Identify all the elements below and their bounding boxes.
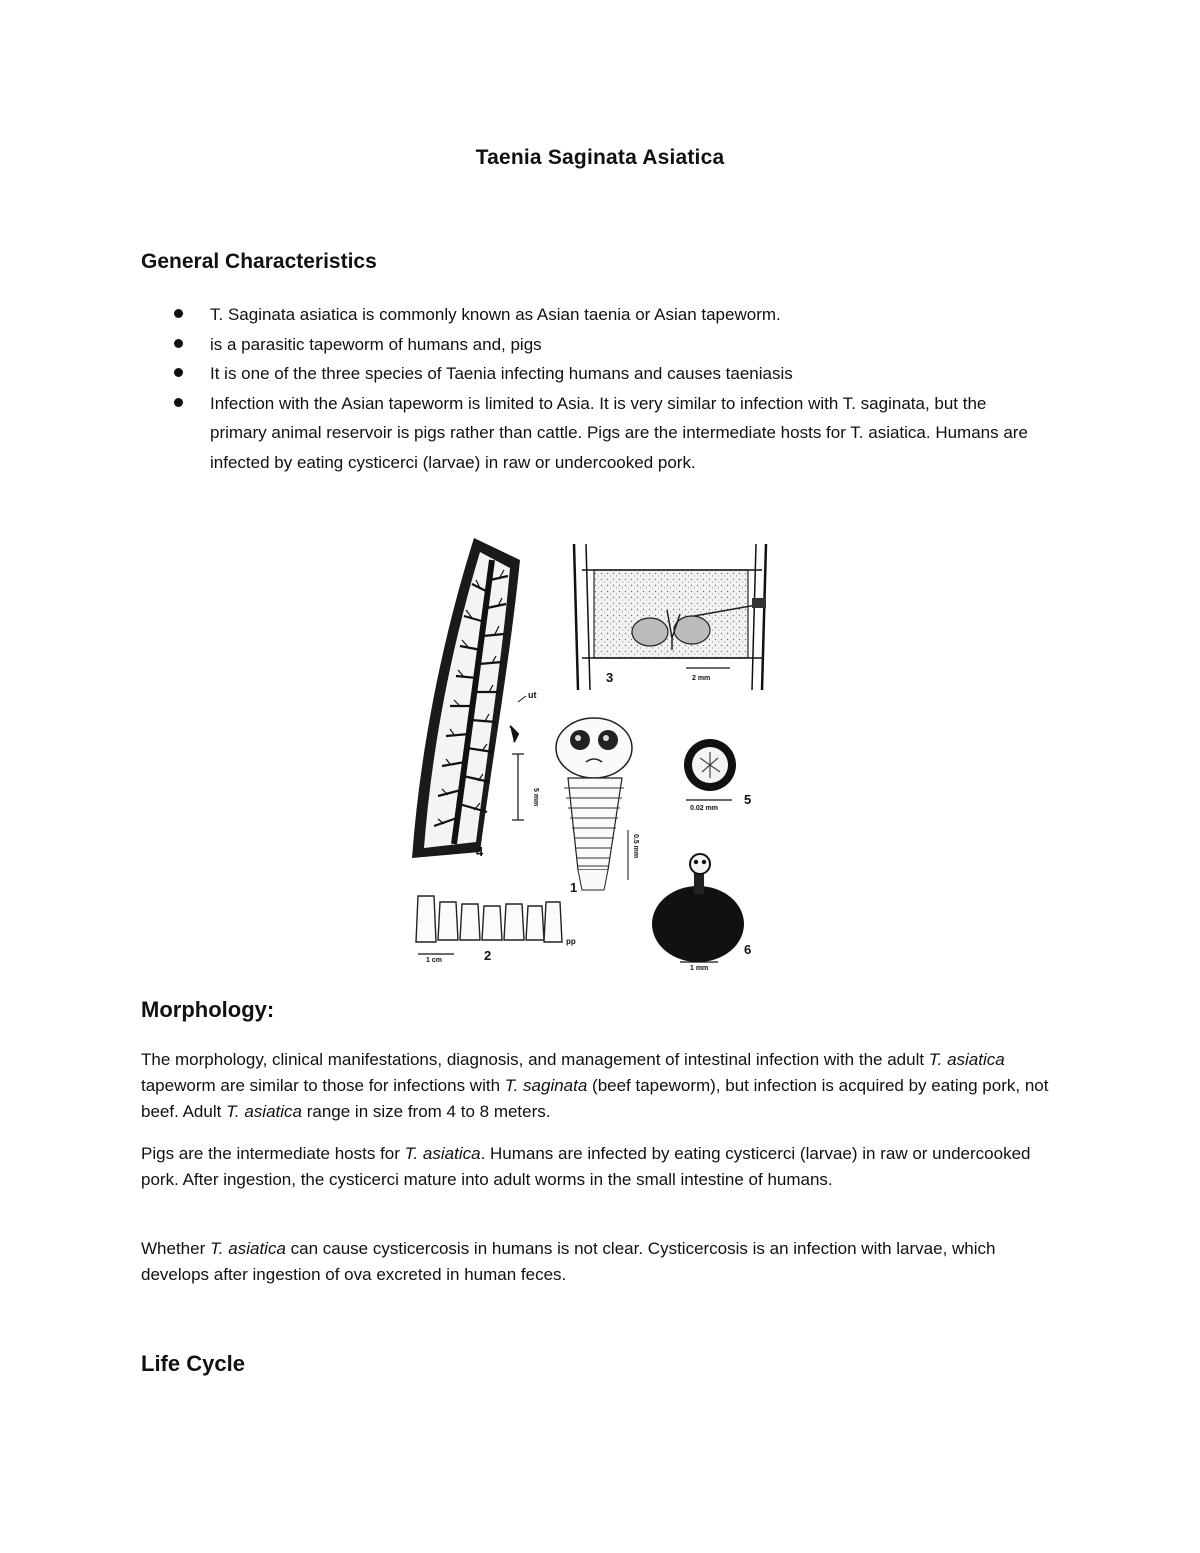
list-item: T. Saginata asiatica is commonly known as Asian taenia or Asian tapeworm. [172,300,1042,330]
scolex-drawing [556,718,632,890]
figure-label-6: 6 [744,942,752,957]
list-item: It is one of the three species of Taenia infecting humans and causes taeniasis [172,359,1042,389]
figure-label-3: 3 [606,670,614,685]
gravid-proglottid-drawing [412,538,526,858]
general-characteristics-heading: General Characteristics [141,250,377,273]
figure-scale-2: 1 cm [426,957,442,964]
figure-scale-4: 5 mm [532,788,539,807]
list-item: Infection with the Asian tapeworm is limited to Asia. It is very similar to infection with T. saginata, but the primary animal reservoir is pigs rather than cattle. Pigs are the intermediate hosts for T. asiatica. Humans are infected by eating cysticerci (larvae) in raw or undercooked pork. [172,389,1042,478]
morphology-paragraph-1: The morphology, clinical manifestations, diagnosis, and management of intestinal infection with the adult T. asiatica tapeworm are similar to those for infections with T. saginata (beef tapeworm), but infection is acquired by eating pork, not beef. Adult T. asiatica range in size from 4 to 8 meters. [141,1050,1049,1121]
list-item: is a parasitic tapeworm of humans and, pigs [172,330,1042,360]
figure-scale-6: 1 mm [690,965,709,972]
egg-drawing [684,739,736,800]
figure-label-pp: pp [566,937,576,946]
mature-proglottid-drawing [574,544,766,690]
bullet-icon [174,368,183,377]
proglottid-chain-drawing [416,896,562,942]
life-cycle-heading: Life Cycle [141,1351,245,1376]
figure-label-5: 5 [744,792,752,807]
figure-label-2: 2 [484,948,492,963]
figure-label-ut: ut [528,690,537,700]
characteristics-list [172,300,1042,477]
tapeworm-morphology-figure [342,530,810,974]
morphology-paragraph-2: Pigs are the intermediate hosts for T. asiatica. Humans are infected by eating cysticerci (larvae) in raw or undercooked pork. After ingestion, the cysticerci mature into adult worms in the small intestine of humans. [141,1144,1031,1189]
bullet-icon [174,398,183,407]
figure-label-4: 4 [476,844,484,859]
morphology-heading: Morphology: [141,997,275,1022]
document-title: Taenia Saginata Asiatica [475,146,725,169]
figure-label-1: 1 [570,880,578,895]
morphology-paragraph-3: Whether T. asiatica can cause cysticercosis in humans is not clear. Cysticercosis is an infection with larvae, which develops after ingestion of ova excreted in human feces. [141,1239,996,1284]
figure-scale-1: 0.5 mm [632,834,639,859]
cysticercus-drawing [652,854,744,962]
figure-scale-5: 0.02 mm [690,805,719,812]
bullet-icon [174,309,183,318]
bullet-icon [174,339,183,348]
figure-scale-3: 2 mm [692,675,711,682]
